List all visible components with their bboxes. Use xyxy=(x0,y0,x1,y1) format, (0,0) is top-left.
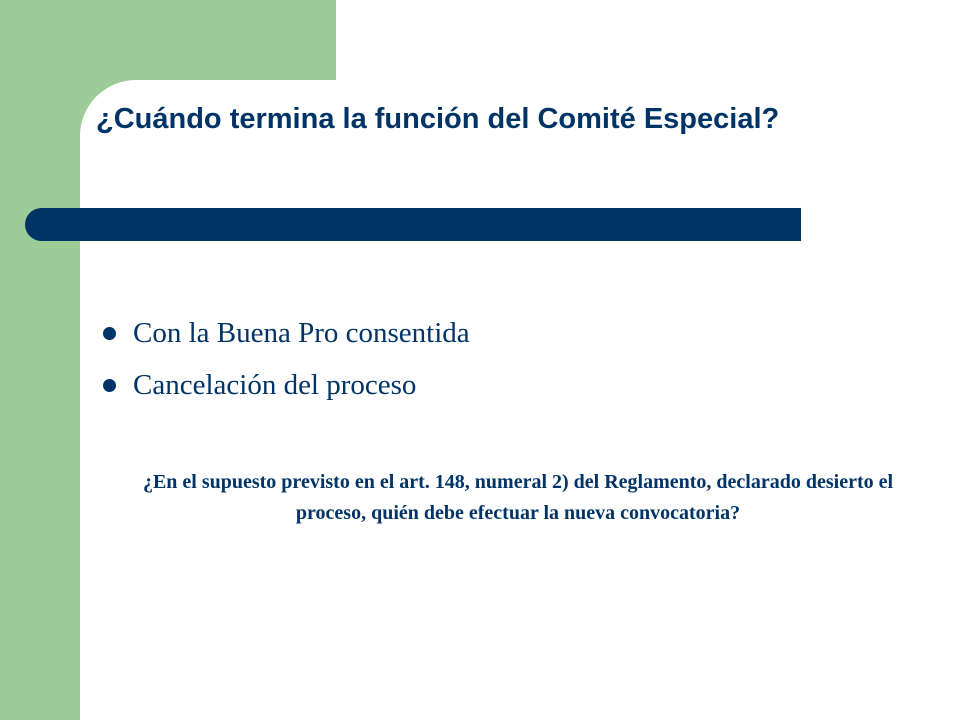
slide-title: ¿Cuándo termina la función del Comité Especial? xyxy=(96,103,780,135)
bullet-item xyxy=(100,359,470,411)
bullet-dot-icon xyxy=(103,327,116,340)
bullet-dot-icon xyxy=(103,379,116,392)
bullet-list xyxy=(100,307,470,411)
bullet-text: Con la Buena Pro consentida xyxy=(133,317,470,349)
bullet-text: Cancelación del proceso xyxy=(133,369,417,401)
question-text: ¿En el supuesto previsto en el art. 148, numeral 2) del Reglamento, declarado desierto el proceso, quién debe efectuar la nueva convocatoria? xyxy=(142,471,894,524)
bullet-item xyxy=(100,307,470,359)
title-underline-bar xyxy=(25,208,801,241)
